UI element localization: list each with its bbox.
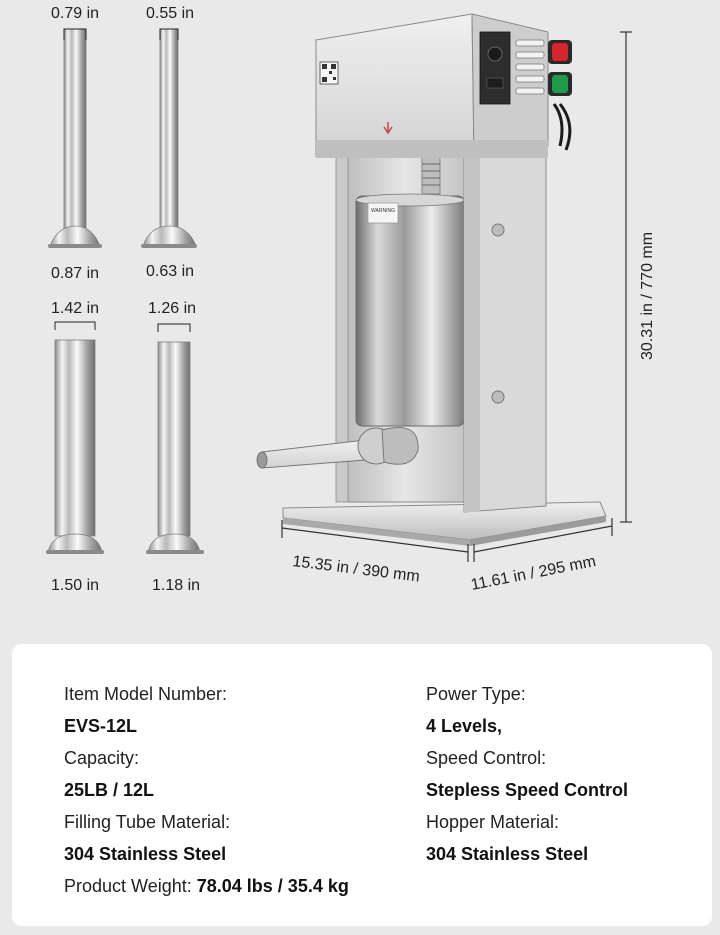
tube-3-top-diameter: 1.42 in xyxy=(50,300,100,317)
capacity-value: 25LB / 12L xyxy=(64,780,155,800)
dimension-depth: 11.61 in / 295 mm xyxy=(469,553,598,594)
filling-tube-1 xyxy=(48,29,102,248)
tube-1-bottom-diameter: 0.87 in xyxy=(50,265,100,282)
power-type-value: 4 Levels, xyxy=(426,716,503,736)
tube-2-bottom-diameter: 0.63 in xyxy=(145,263,195,280)
hopper-material-value: 304 Stainless Steel xyxy=(426,844,589,864)
filling-tube-4 xyxy=(146,324,204,554)
tube-2-top-diameter: 0.55 in xyxy=(145,5,195,22)
tube-1-top-diameter: 0.79 in xyxy=(50,5,100,22)
warning-label: WARNING xyxy=(371,208,395,214)
specifications-card xyxy=(12,644,712,926)
dimension-width: 15.35 in / 390 mm xyxy=(291,553,421,586)
sausage-stuffer-machine xyxy=(257,14,606,546)
product-weight-value: 78.04 lbs / 35.4 kg xyxy=(196,876,349,896)
filling-tube-3 xyxy=(46,322,104,554)
model-number-label: Item Model Number: xyxy=(64,684,228,704)
product-weight-row xyxy=(64,876,349,897)
model-number-value: EVS-12L xyxy=(64,716,138,736)
filling-tube-2 xyxy=(141,29,197,248)
tube-material-value: 304 Stainless Steel xyxy=(64,844,227,864)
speed-control-value: Stepless Speed Control xyxy=(426,780,629,800)
tube-3-bottom-diameter: 1.50 in xyxy=(50,577,100,594)
dimension-height: 30.31 in / 770 mm xyxy=(639,231,656,360)
tube-4-bottom-diameter: 1.18 in xyxy=(151,577,201,594)
dimension-height-line xyxy=(620,32,632,522)
power-type-label: Power Type: xyxy=(426,684,526,704)
hopper-material-label: Hopper Material: xyxy=(426,812,560,832)
capacity-label: Capacity: xyxy=(64,748,140,768)
product-weight-label: Product Weight: xyxy=(64,876,192,896)
tube-material-label: Filling Tube Material: xyxy=(64,812,231,832)
tube-4-top-diameter: 1.26 in xyxy=(147,300,197,317)
speed-control-label: Speed Control: xyxy=(426,748,547,768)
